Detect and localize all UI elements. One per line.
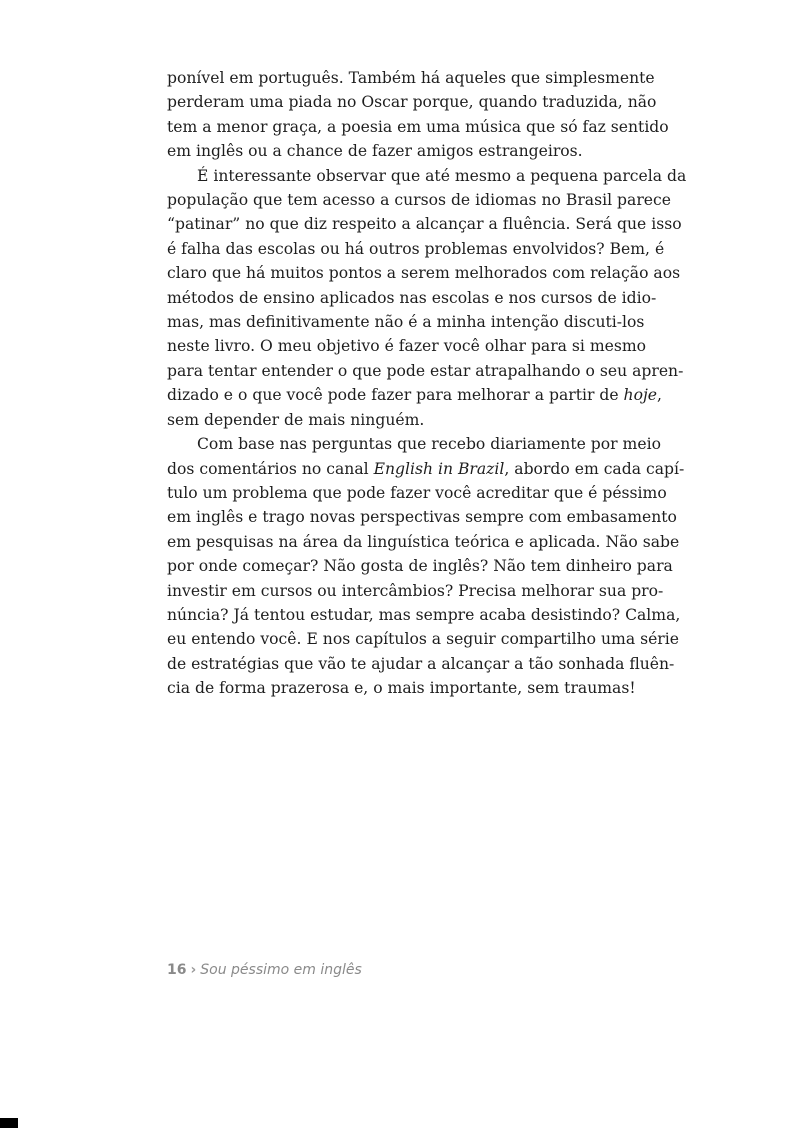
text-run: população que tem acesso a cursos de idiomas no Brasil parece bbox=[167, 191, 671, 210]
text-run: , bbox=[657, 386, 662, 405]
text-run: dizado e o que você pode fazer para melhorar a partir de bbox=[167, 386, 624, 405]
text-run: mas, mas definitivamente não é a minha intenção discuti-los bbox=[167, 313, 645, 332]
italic-text: hoje bbox=[623, 386, 658, 405]
body-text bbox=[167, 66, 687, 701]
text-line bbox=[167, 652, 675, 676]
running-footer bbox=[167, 962, 362, 978]
text-line bbox=[167, 286, 657, 310]
text-line bbox=[167, 481, 667, 505]
text-run: sem depender de mais ninguém. bbox=[167, 410, 425, 429]
text-line bbox=[167, 359, 684, 383]
text-line bbox=[167, 383, 662, 407]
text-run: em pesquisas na área da linguística teórica e aplicada. Não sabe bbox=[167, 532, 680, 551]
paragraph-3 bbox=[167, 432, 685, 700]
chevron-right-icon: › bbox=[190, 962, 197, 978]
italic-text: English in Brazil bbox=[373, 459, 505, 478]
text-run: É interessante observar que até mesmo a pequena parcela da bbox=[197, 166, 687, 185]
text-run: cia de forma prazerosa e, o mais importante, sem traumas! bbox=[167, 679, 636, 698]
text-line bbox=[167, 432, 661, 456]
text-run: tem a menor graça, a poesia em uma música que só faz sentido bbox=[167, 117, 669, 136]
text-run: ponível em português. Também há aqueles que simplesmente bbox=[167, 69, 655, 87]
text-run: núncia? Já tentou estudar, mas sempre acaba desistindo? Calma, bbox=[167, 605, 681, 624]
text-run: perderam uma piada no Oscar porque, quando traduzida, não bbox=[167, 93, 657, 112]
text-run: para tentar entender o que pode estar atrapalhando o seu apren- bbox=[167, 361, 684, 380]
text-run: investir em cursos ou intercâmbios? Precisa melhorar sua pro- bbox=[167, 581, 664, 600]
text-line bbox=[167, 139, 637, 163]
text-run: de estratégias que vão te ajudar a alcançar a tão sonhada fluên- bbox=[167, 654, 675, 673]
text-run: em inglês ou a chance de fazer amigos estrangeiros. bbox=[167, 142, 583, 161]
text-line bbox=[167, 212, 682, 236]
text-run: métodos de ensino aplicados nas escolas e nos cursos de idio- bbox=[167, 288, 657, 307]
page-number: 16 bbox=[167, 962, 187, 978]
text-run: é falha das escolas ou há outros problemas envolvidos? Bem, é bbox=[167, 239, 665, 258]
text-line bbox=[167, 554, 673, 578]
crop-mark bbox=[0, 1118, 18, 1128]
text-line bbox=[167, 603, 681, 627]
text-line bbox=[167, 505, 677, 529]
text-line bbox=[167, 676, 637, 700]
text-line bbox=[167, 457, 685, 481]
text-run: em inglês e trago novas perspectivas sempre com embasamento bbox=[167, 508, 677, 527]
text-line bbox=[167, 164, 687, 188]
text-line bbox=[167, 334, 647, 358]
text-line bbox=[167, 115, 669, 139]
text-run: neste livro. O meu objetivo é fazer você olhar para si mesmo bbox=[167, 337, 647, 356]
text-line bbox=[167, 627, 679, 651]
text-line bbox=[167, 66, 655, 90]
text-line bbox=[167, 530, 680, 554]
paragraph-2 bbox=[167, 164, 687, 432]
text-line bbox=[167, 188, 671, 212]
text-run: , abordo em cada capí- bbox=[504, 459, 685, 478]
text-line bbox=[167, 90, 657, 114]
text-run: Com base nas perguntas que recebo diariamente por meio bbox=[197, 435, 661, 454]
text-run: tulo um problema que pode fazer você acreditar que é péssimo bbox=[167, 483, 667, 502]
text-run: claro que há muitos pontos a serem melhorados com relação aos bbox=[167, 264, 681, 283]
text-line bbox=[167, 237, 665, 261]
text-line bbox=[167, 310, 645, 334]
text-run: por onde começar? Não gosta de inglês? Não tem dinheiro para bbox=[167, 557, 673, 576]
text-run: “patinar” no que diz respeito a alcançar a fluência. Será que isso bbox=[167, 215, 682, 234]
text-line bbox=[167, 408, 637, 432]
text-line bbox=[167, 579, 664, 603]
text-run: eu entendo você. E nos capítulos a seguir compartilho uma série bbox=[167, 630, 679, 649]
paragraph-1 bbox=[167, 66, 669, 164]
text-run: dos comentários no canal bbox=[167, 459, 374, 478]
text-line bbox=[167, 261, 681, 285]
book-title: Sou péssimo em inglês bbox=[200, 962, 362, 978]
